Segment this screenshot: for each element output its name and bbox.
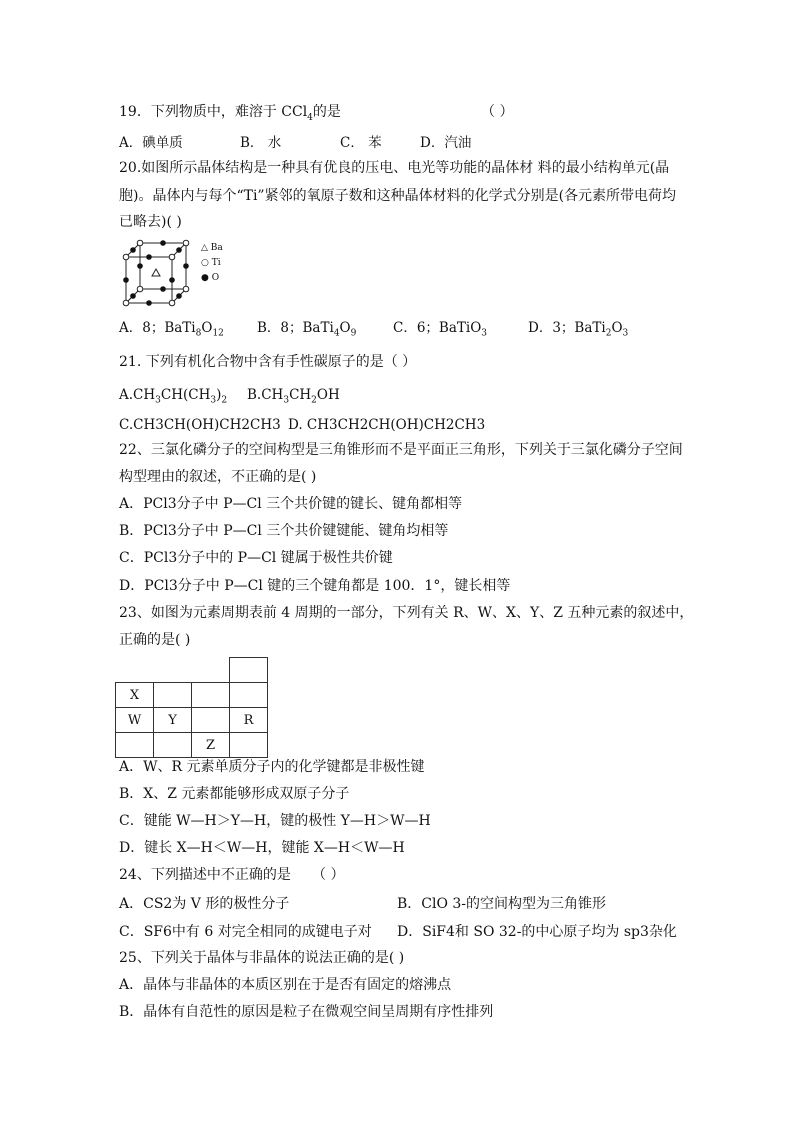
pt-cell	[154, 658, 192, 683]
q22-stem-line2: 构型理由的叙述，不正确的是( )	[119, 469, 317, 485]
legend-ti: ○ Ti	[201, 258, 221, 268]
q19-option-b: B． 水	[240, 135, 282, 151]
q23-option-d: D．键长 X—H＜W—H，键能 X—H＜W—H	[119, 840, 405, 856]
filled-circle-icon: ●	[201, 273, 209, 283]
q21-option-b: $B.CH_3CH_2OH$	[247, 387, 340, 406]
pt-cell-y: Y	[154, 708, 192, 733]
q25-option-b: B．晶体有自范性的原因是粒子在微观空间呈周期有序性排列	[119, 1004, 494, 1020]
q25-stem: 25、下列关于晶体与非晶体的说法正确的是( )	[119, 950, 405, 966]
pt-cell	[154, 683, 192, 708]
q23-option-c: C．键能 W—H＞Y—H，键的极性 Y—H＞W—H	[119, 813, 431, 829]
pt-cell-r: R	[230, 708, 268, 733]
q23-option-b: B．X、Z 元素都能够形成双原子分子	[119, 786, 350, 802]
periodic-table-fragment	[115, 657, 268, 758]
q19-answer-paren: （ ）	[481, 104, 514, 120]
q22-option-b: B．PCl3分子中 P—Cl 三个共价键键能、键角均相等	[119, 523, 449, 539]
q23-option-a: A．W、R 元素单质分子内的化学键都是非极性键	[119, 759, 425, 775]
q24-option-b: B．ClO 3-的空间构型为三角锥形	[397, 896, 607, 912]
q20-option-c: C．6；BaTiO$_3$	[393, 320, 488, 339]
q20-stem-line2: 胞)。晶体内与每个“Ti”紧邻的氧原子数和这种晶体材料的化学式分别是(各元素所带电荷均	[119, 188, 677, 204]
pt-cell	[116, 733, 154, 758]
q20-stem-line1: 20.如图所示晶体结构是一种具有优良的压电、电光等功能的晶体材 料的最小结构单元(晶	[119, 160, 670, 176]
q20-option-d: D．3；$BaTi_2O_3$	[528, 320, 629, 339]
q24-stem: 24、下列描述中不正确的是	[119, 867, 291, 883]
q24-option-d: D．SiF4和 SO 32-的中心原子均为 sp3杂化	[397, 924, 677, 940]
q21-stem: 21. 下列有机化合物中含有手性碳原子的是（ ）	[119, 354, 417, 370]
q20-option-b: B．8；$BaTi_4O_9$	[257, 320, 357, 339]
o-atoms	[123, 240, 189, 306]
q23-stem-line2: 正确的是( )	[119, 632, 191, 648]
legend-o: ● O	[201, 273, 220, 283]
pt-cell	[230, 683, 268, 708]
q23-stem-line1: 23、如图为元素周期表前 4 周期的一部分，下列有关 R、W、X、Y、Z 五种元素的叙述中，	[119, 605, 694, 621]
q22-option-c: C．PCl3分子中的 P—Cl 键属于极性共价键	[119, 550, 393, 566]
q24-answer-paren: （ ）	[312, 867, 345, 883]
pt-cell-w: W	[116, 708, 154, 733]
q24-option-a: A．CS2为 V 形的极性分子	[119, 896, 290, 912]
ba-atom	[152, 269, 160, 276]
q19-option-a: A．碘单质	[119, 135, 183, 151]
q22-option-a: A．PCl3分子中 P—Cl 三个共价键的键长、键角都相等	[119, 496, 463, 512]
q21-option-d: D. CH3CH2CH(OH)CH2CH3	[288, 417, 486, 433]
q22-stem-line1: 22、三氯化磷分子的空间构型是三角锥形而不是平面正三角形，下列关于三氯化磷分子空间	[119, 442, 683, 458]
pt-cell	[116, 658, 154, 683]
pt-cell	[154, 733, 192, 758]
pt-cell-z: Z	[192, 733, 230, 758]
q19-stem: 19．下列物质中，难溶于 CCl$_4$的是	[119, 104, 341, 123]
pt-cell	[230, 658, 268, 683]
pt-cell-x: X	[116, 683, 154, 708]
q22-option-d: D．PCl3分子中 P—Cl 键的三个键角都是 100．1°，键长相等	[119, 578, 511, 594]
open-circle-icon: ○	[201, 258, 209, 268]
q19-option-d: D．汽油	[420, 135, 472, 151]
pt-cell	[192, 683, 230, 708]
pt-cell	[192, 658, 230, 683]
q21-option-a: $A.CH_3CH(CH_3)_2$	[119, 387, 228, 406]
q20-option-a: A．8；$BaTi_8O_{12}$	[119, 320, 224, 339]
pt-cell	[192, 708, 230, 733]
crystal-unit-cell-figure	[118, 237, 198, 309]
q19-option-c: C． 苯	[340, 135, 382, 151]
pt-cell	[230, 733, 268, 758]
legend-ba: △ Ba	[201, 243, 223, 253]
q25-option-a: A．晶体与非晶体的本质区别在于是否有固定的熔沸点	[119, 977, 452, 993]
triangle-icon: △	[201, 243, 208, 253]
q20-stem-line3: 已略去)( )	[119, 214, 182, 230]
q24-option-c: C．SF6中有 6 对完全相同的成键电子对	[119, 924, 372, 940]
q21-option-c: C.CH3CH(OH)CH2CH3	[119, 417, 281, 433]
